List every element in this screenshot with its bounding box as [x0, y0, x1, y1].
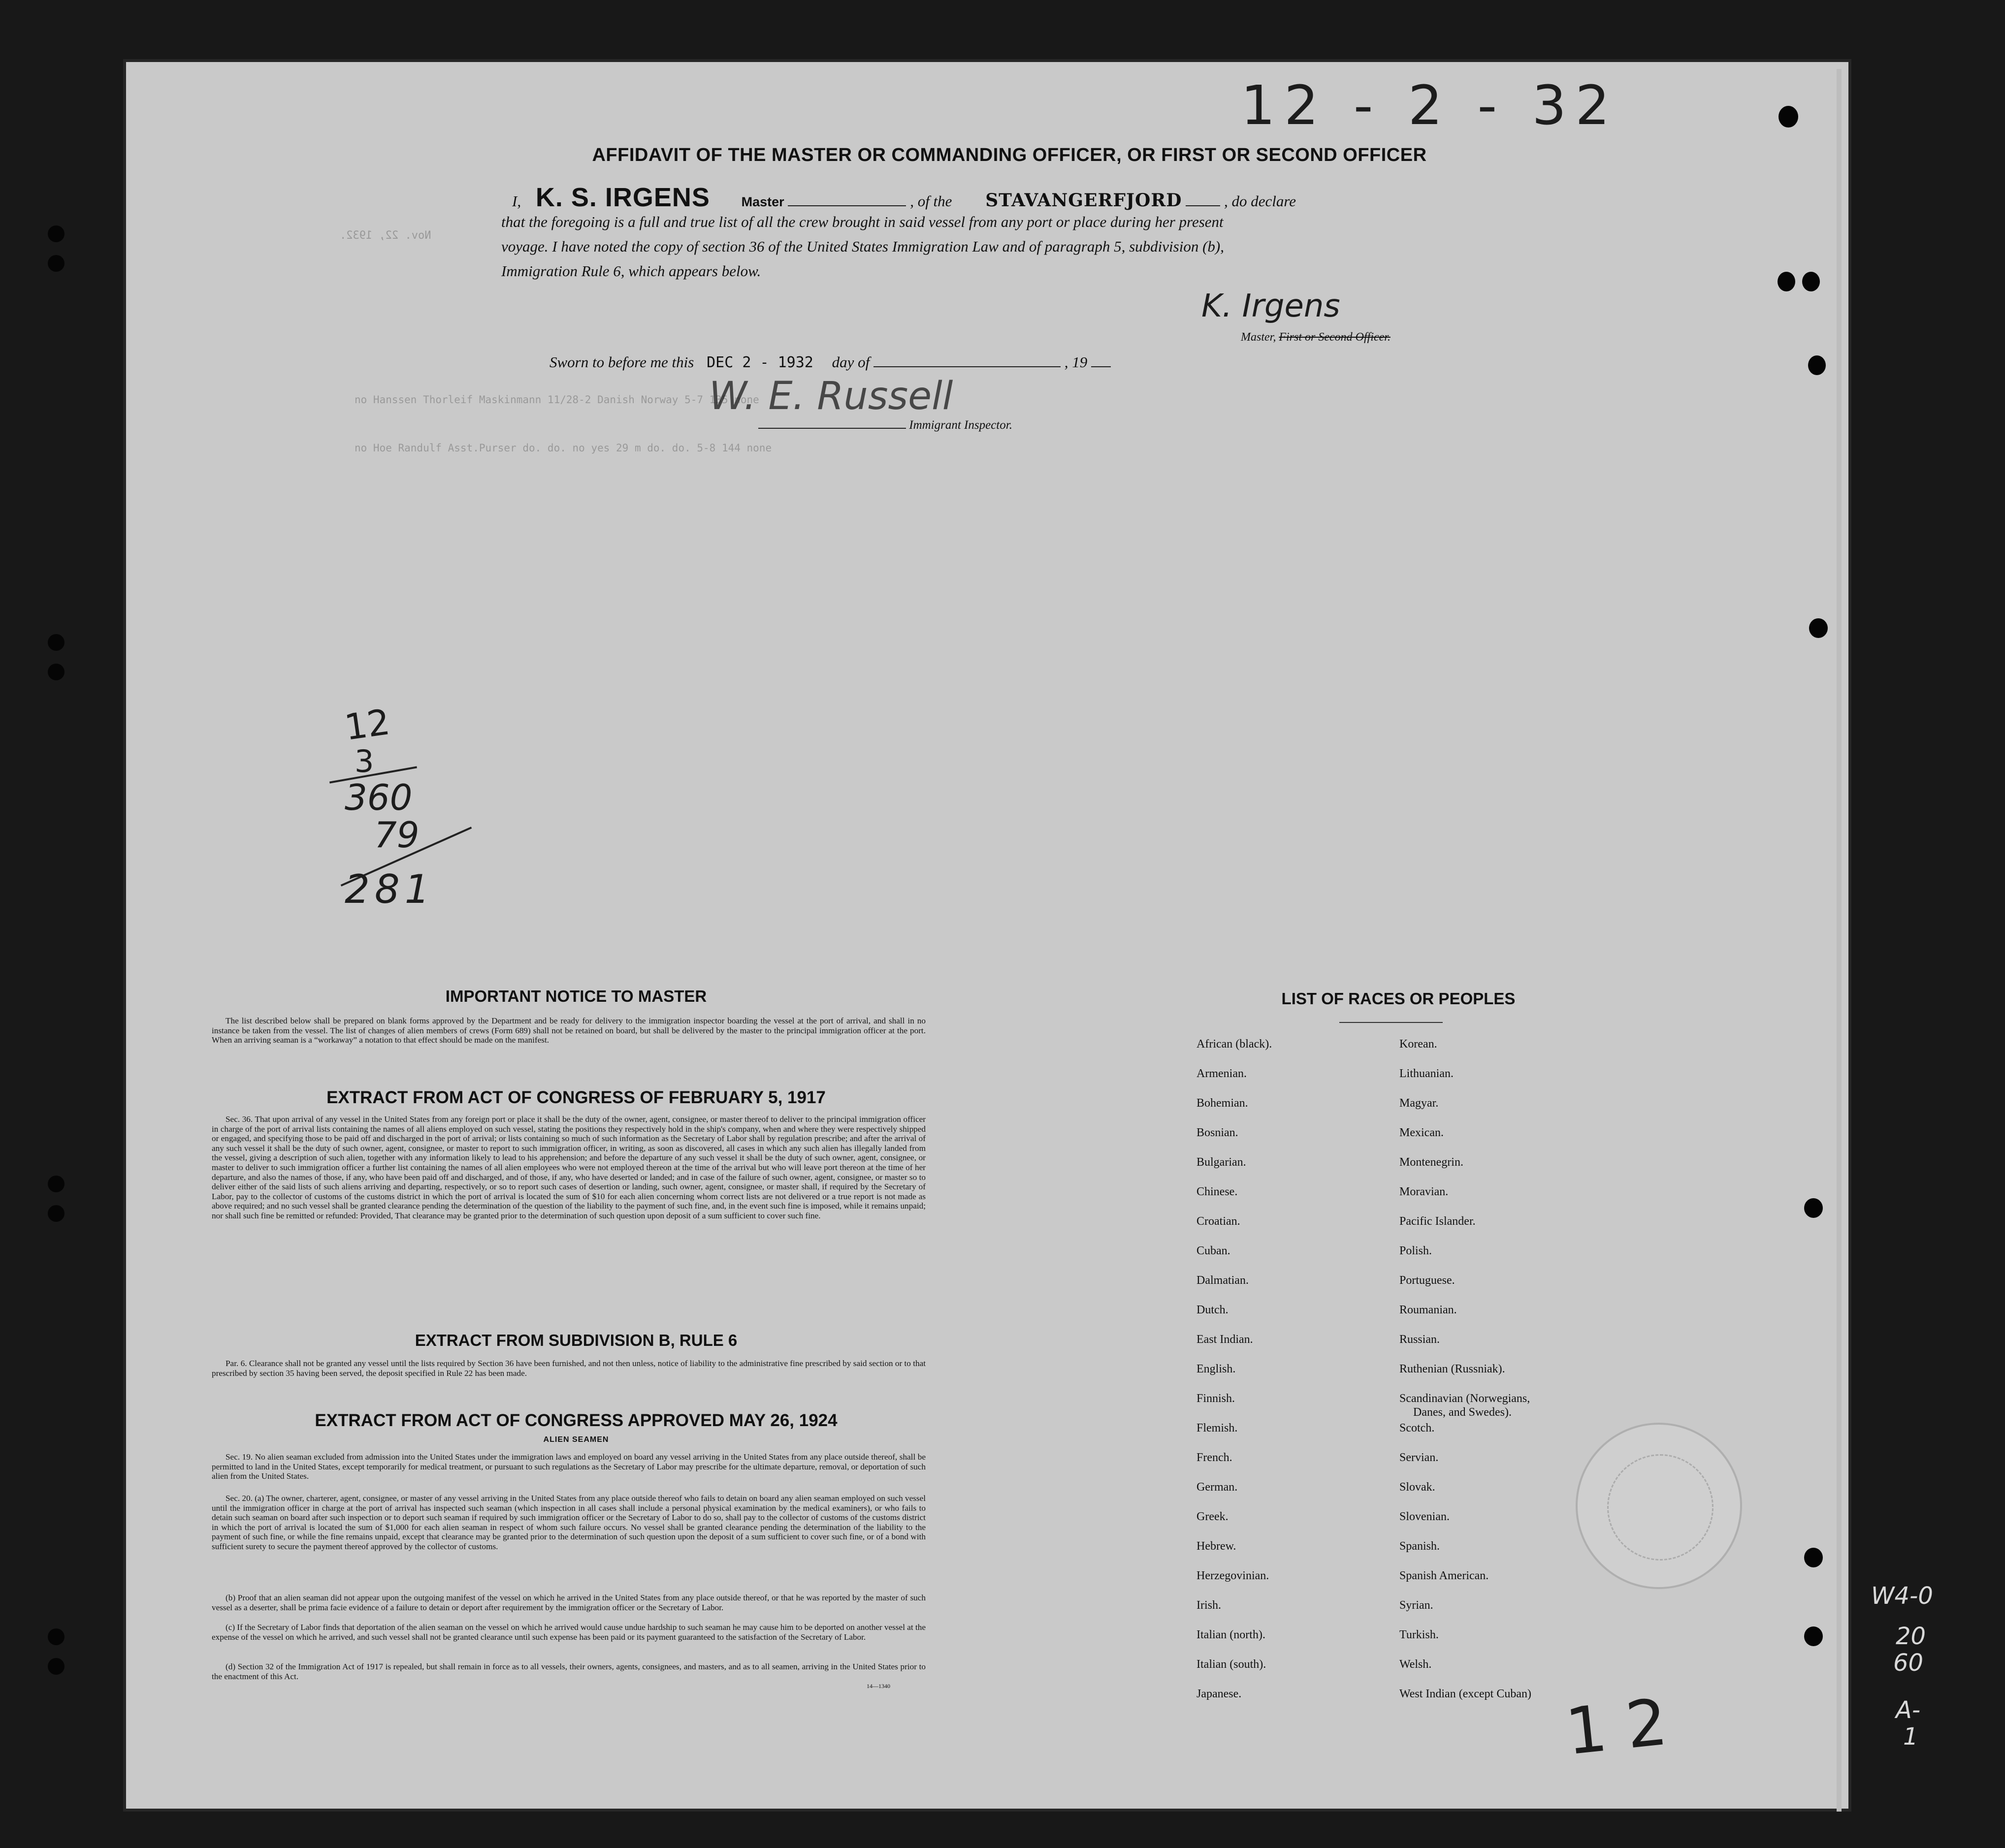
do-declare: , do declare — [1224, 192, 1296, 210]
sworn-line — [550, 353, 1111, 371]
name-underline — [788, 205, 906, 206]
extract2-body: Par. 6. Clearance shall not be granted any vessel until the lists required by Section 36 have been furnished, and not then unless, notice of liability to the administrative fine prescribed by said section or to that prescribed by section 35 having been served, the deposit specified in Rule 22 has been made. — [212, 1359, 926, 1378]
affidavit-i: I, — [512, 192, 521, 210]
punch-hole — [48, 1628, 65, 1645]
race-item: German. — [1197, 1481, 1238, 1494]
race-item: Turkish. — [1399, 1628, 1439, 1641]
punch-hole — [1804, 1548, 1823, 1567]
race-item: African (black). — [1197, 1038, 1272, 1051]
race-item: Slovak. — [1399, 1481, 1435, 1494]
race-item: Servian. — [1399, 1451, 1439, 1464]
extract3-sec20a: Sec. 20. (a) The owner, charterer, agent, consignee, or master of any vessel arriving in the United States from any place outside thereof who fails to detain on board any alien seaman employed on such vessel until the immigration officer in charge at the port of arrival has inspected such seaman (which inspection in all cases shall include a personal physical examination by the medical examiners), or who fails to detain such seaman on board after such inspection or to deport such seaman if required by such immigration officer or the Secretary of Labor to do so, shall pay to the collector of customs of the customs district in which the port of arrival is located the sum of $1,000 for each alien seaman in respect of whom such failure occurs. No vessel shall be granted clearance pending the determination of the liability to the payment of such fine, or while the fine remains unpaid, except that clearance may be granted prior to the determination of such question upon the deposit of a sum sufficient to cover such fine, or of a bond with sufficient surety to secure the payment thereof approved by the collector of customs. — [212, 1494, 926, 1551]
sheet-edge — [1837, 69, 1842, 1812]
punch-hole — [48, 1205, 65, 1222]
race-item: English. — [1197, 1363, 1236, 1375]
race-item: Portuguese. — [1399, 1274, 1455, 1287]
race-item: Bohemian. — [1197, 1097, 1248, 1110]
race-item: Moravian. — [1399, 1185, 1449, 1198]
extract3-sec20d: (d) Section 32 of the Immigration Act of 1917 is repealed, but shall remain in force as to all vessels, their owners, agents, consignees, and masters, and as to all seamen, arriving in the United States prior to the enactment of this Act. — [212, 1662, 926, 1681]
race-item: Finnish. — [1197, 1392, 1235, 1405]
punch-hole — [1804, 1198, 1823, 1218]
punch-hole — [48, 225, 65, 242]
punch-hole — [48, 1658, 65, 1675]
punch-hole — [1802, 272, 1820, 291]
embossed-seal — [1576, 1423, 1742, 1589]
race-item: Korean. — [1399, 1038, 1437, 1051]
year: , 19 — [1064, 353, 1088, 371]
seal-inner-ring — [1607, 1454, 1714, 1561]
bleedthrough-date: Nov. 22, 1932. — [340, 229, 431, 242]
master-signature: K. Irgens — [1201, 288, 1340, 324]
punch-hole — [1778, 272, 1795, 291]
extract3-subtitle: ALIEN SEAMEN — [543, 1435, 609, 1444]
race-item: Ruthenian (Russniak). — [1399, 1363, 1505, 1375]
race-item: Scotch. — [1399, 1422, 1435, 1434]
punch-hole — [48, 664, 65, 680]
extract3-sec19: Sec. 19. No alien seaman excluded from admission into the United States under the immigration laws and employed on board any vessel arriving in the United States from any place outside thereof, shall be permitted to land in the United States, except temporarily for medical treatment, or pursuant to such regulations as the Secretary of Labor may prescribe for the ultimate departure, removal, or deportation of such alien from the United States. — [212, 1452, 926, 1481]
race-item: Cuban. — [1197, 1244, 1230, 1257]
tally-79: 79 — [374, 814, 420, 856]
punch-hole — [1804, 1626, 1823, 1646]
tally-12: 12 — [342, 701, 393, 748]
race-item: West Indian (except Cuban) — [1399, 1688, 1531, 1700]
race-item: French. — [1197, 1451, 1232, 1464]
race-item: Slovenian. — [1399, 1510, 1450, 1523]
margin-note: A- — [1896, 1696, 1921, 1724]
bottom-handwritten-mark: 12 — [1562, 1682, 1690, 1770]
handwritten-date: 12 - 2 - 32 — [1241, 74, 1619, 137]
master-label: Master, — [1241, 331, 1276, 344]
extract3-sec20c: (c) If the Secretary of Labor finds that deportation of the alien seaman on the vessel on which he arrived would cause undue hardship to such seaman he may cause him to be deported on another vessel at the expense of the vessel on which he arrived, and such vessel shall not be granted clearance until such expense has been paid or its payment guaranteed to the satisfaction of the Secretary of Labor. — [212, 1623, 926, 1642]
race-item: Bosnian. — [1197, 1126, 1238, 1139]
race-item: Pacific Islander. — [1399, 1215, 1476, 1228]
year-underline — [1091, 366, 1111, 367]
race-item: Bulgarian. — [1197, 1156, 1246, 1169]
race-item: Japanese. — [1197, 1688, 1242, 1700]
race-item: Polish. — [1399, 1244, 1432, 1257]
race-item: Hebrew. — [1197, 1540, 1236, 1553]
race-item: Italian (north). — [1197, 1628, 1265, 1641]
margin-note: 1 — [1903, 1723, 1918, 1751]
race-item: Flemish. — [1197, 1422, 1238, 1434]
affidavit-line-1 — [512, 182, 1296, 213]
day-underline — [873, 366, 1061, 367]
race-item: Irish. — [1197, 1599, 1221, 1612]
race-item: Armenian. — [1197, 1067, 1247, 1080]
bleedthrough-row: no Hanssen Thorleif Maskinmann 11/28-2 Danish Norway 5-7 135 none — [355, 394, 759, 406]
affidavit-title: AFFIDAVIT OF THE MASTER OR COMMANDING OFFICER, OR FIRST OR SECOND OFFICER — [592, 145, 1427, 165]
tally-3: 3 — [355, 743, 374, 779]
margin-note: 20 — [1896, 1623, 1926, 1650]
day-of: day of — [832, 353, 870, 371]
race-item: Spanish. — [1399, 1540, 1440, 1553]
punch-hole — [48, 634, 65, 651]
extract3-title: EXTRACT FROM ACT OF CONGRESS APPROVED MAY 26, 1924 — [315, 1411, 838, 1430]
extract2-title: EXTRACT FROM SUBDIVISION B, RULE 6 — [415, 1331, 738, 1349]
race-item: Chinese. — [1197, 1185, 1238, 1198]
race-item: Croatian. — [1197, 1215, 1240, 1228]
inspector-underline — [758, 428, 906, 429]
race-item: Herzegovinian. — [1197, 1569, 1269, 1582]
master-label-line — [1241, 331, 1391, 344]
sworn-text: Sworn to before me this — [550, 353, 694, 371]
tally-281: 281 — [345, 866, 435, 912]
extract3-sec20b: (b) Proof that an alien seaman did not appear upon the outgoing manifest of the vessel on which he arrived in the United States from any place outside thereof, or that he was reported by the master of such vessel as a deserter, shall be prima facie evidence of a failure to detain or deport after requirement by the immigration officer or the Secretary of Labor. — [212, 1593, 926, 1612]
punch-hole — [1779, 106, 1798, 127]
race-item: Danes, and Swedes). — [1413, 1406, 1512, 1419]
inspector-label-line — [758, 418, 1012, 432]
inspector-label: Immigrant Inspector. — [909, 418, 1012, 432]
affidavit-line-3: voyage. I have noted the copy of section 36 of the United States Immigration Law and of paragraph 5, subdivision (b), — [501, 238, 1224, 255]
notice-title: IMPORTANT NOTICE TO MASTER — [445, 987, 707, 1005]
races-title: LIST OF RACES OR PEOPLES — [1281, 989, 1516, 1008]
race-item: East Indian. — [1197, 1333, 1253, 1346]
bleedthrough-row: no Hoe Randulf Asst.Purser do. do. no yes 29 m do. do. 5-8 144 none — [355, 442, 772, 454]
race-item: Italian (south). — [1197, 1658, 1266, 1671]
race-item: Dutch. — [1197, 1304, 1229, 1316]
margin-note: W4-0 — [1871, 1582, 1933, 1610]
race-item: Russian. — [1399, 1333, 1440, 1346]
notice-body: The list described below shall be prepared on blank forms approved by the Department and be ready for delivery to the immigration inspector boarding the vessel at the port of arrival, and shall in no instance be taken from the vessel. The list of changes of alien members of crews (Form 689) shall not be retained on board, but shall be delivered by the master to the principal immigration officer at the port. When an arriving seaman is a “workaway” a notation to that effect should be made on the manifest. — [212, 1016, 926, 1045]
races-underline — [1339, 1022, 1443, 1023]
rank: Master — [741, 194, 784, 209]
race-item: Roumanian. — [1399, 1304, 1457, 1316]
race-item: Syrian. — [1399, 1599, 1433, 1612]
race-item: Lithuanian. — [1399, 1067, 1454, 1080]
extract1-body: Sec. 36. That upon arrival of any vessel in the United States from any foreign port or place it shall be the duty of the owner, agent, consignee, or master thereof to deliver to the principal immigration officer in charge of the port of arrival lists containing the names of all aliens employed on such vessel, stating the positions they respectively hold in the ship's company, when and where they were respectively shipped or engaged, and specifying those to be paid off and discharged in the port of arrival; or lists containing so much of such information as the Secretary of Labor shall by regulation prescribe; and after the arrival of any such vessel it shall be the duty of such owner, agent, consignee, or master to report to such immigration officer, in writing, as soon as discovered, all cases in which any such alien has illegally landed from the vessel, giving a description of such alien, together with any information likely to lead to his apprehension; and before the departure of any such vessel it shall be the duty of such owner, agent, consignee, or master to deliver to such immigration officer a further list containing the names of all alien employees who were not employed thereon at the time of the arrival but who will leave port thereon at the time of her departure, and also the names of those, if any, who have been paid off and discharged, and of those, if any, who have deserted or landed; and in case of the failure of such owner, agent, consignee, or master so to deliver either of the said lists of such aliens arriving and departing, respectively, or so to report such cases of desertion or landing, such owner, agent, consignee, or master shall, if required by the Secretary of Labor, pay to the collector of customs of the customs district in which the port of arrival is located the sum of $10 for each alien concerning whom correct lists are not delivered or a true report is not made as above required; and no such vessel shall be granted clearance pending the determination of the question of the liability to the payment of such fine, and, in the event such fine is imposed, while it remains unpaid; nor shall such fine be remitted or refunded: Provided, That clearance may be granted prior to the determination of such question upon deposit of a sum sufficient to cover such fine. — [212, 1115, 926, 1220]
inspector-signature: W. E. Russell — [709, 374, 953, 418]
punch-hole — [48, 1176, 65, 1192]
struck-officer-label: First or Second Officer. — [1279, 331, 1391, 344]
race-item: Dalmatian. — [1197, 1274, 1249, 1287]
race-item: Magyar. — [1399, 1097, 1439, 1110]
punch-hole — [1808, 355, 1826, 375]
margin-note: 60 — [1893, 1649, 1924, 1677]
race-item: Montenegrin. — [1399, 1156, 1463, 1169]
master-name: K. S. IRGENS — [535, 183, 710, 212]
of-the: , of the — [910, 192, 952, 210]
affidavit-line-2: that the foregoing is a full and true list of all the crew brought in said vessel from any port or place during her present — [501, 213, 1224, 230]
sworn-date: DEC 2 - 1932 — [707, 354, 813, 371]
vessel-underline — [1186, 205, 1220, 206]
race-item: Welsh. — [1399, 1658, 1432, 1671]
form-number: 14—1340 — [867, 1683, 890, 1689]
race-item: Scandinavian (Norwegians, — [1399, 1392, 1530, 1405]
tally-360: 360 — [345, 777, 413, 818]
race-item: Mexican. — [1399, 1126, 1444, 1139]
affidavit-line-4: Immigration Rule 6, which appears below. — [501, 262, 761, 280]
race-item: Spanish American. — [1399, 1569, 1489, 1582]
extract1-title: EXTRACT FROM ACT OF CONGRESS OF FEBRUARY 5, 1917 — [326, 1088, 826, 1107]
punch-hole — [1809, 618, 1828, 638]
punch-hole — [48, 255, 65, 272]
vessel-name: STAVANGERFJORD — [985, 190, 1182, 211]
race-item: Greek. — [1197, 1510, 1229, 1523]
